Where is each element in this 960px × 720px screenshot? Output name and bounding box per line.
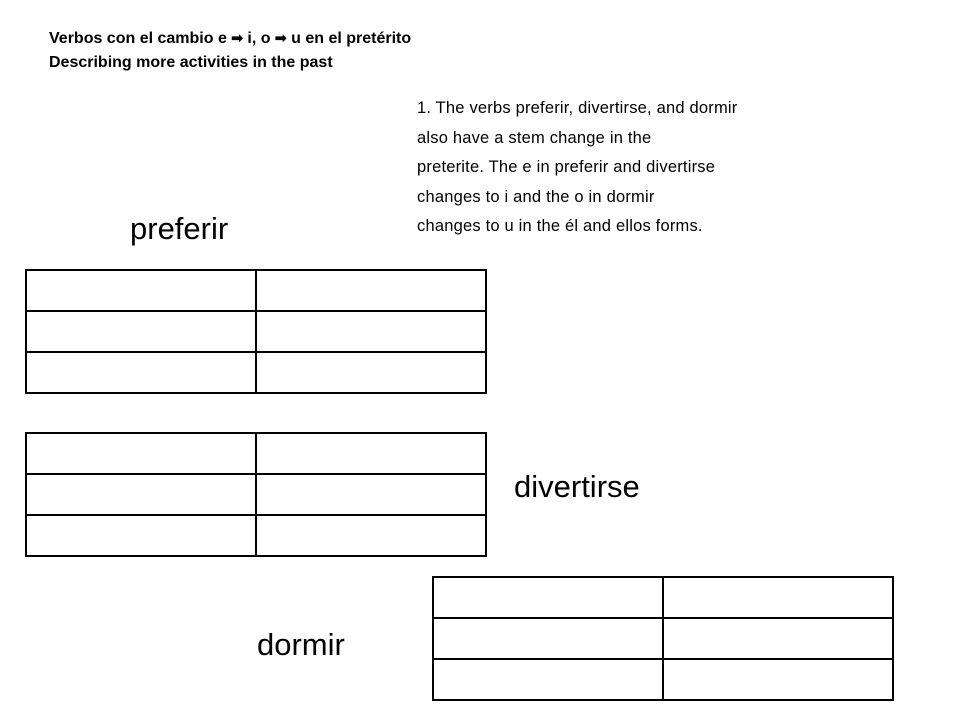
table-row xyxy=(433,577,893,618)
heading-title-part1: Verbos con el cambio e xyxy=(49,30,227,47)
explanation-line: changes to i and the o in dormir xyxy=(417,187,655,206)
table-row xyxy=(433,618,893,659)
arrow-right-icon: ➡ xyxy=(274,30,288,47)
table-cell[interactable] xyxy=(256,352,486,393)
table-row xyxy=(433,659,893,700)
heading-title-part3: u en el pretérito xyxy=(291,30,412,47)
table-cell[interactable] xyxy=(433,659,663,700)
conjugation-table-divertirse xyxy=(25,432,487,557)
heading-title xyxy=(49,27,411,51)
table-row xyxy=(26,270,486,311)
explanation-line: preterite. The e in preferir and divertirse xyxy=(417,158,716,176)
table-cell[interactable] xyxy=(663,659,893,700)
table-cell[interactable] xyxy=(26,352,256,393)
table-cell[interactable] xyxy=(256,433,486,474)
page-heading xyxy=(49,27,411,75)
explanation-line: 1. The verbs preferir, divertirse, and dormir xyxy=(417,99,738,117)
table-cell[interactable] xyxy=(256,311,486,352)
table-cell[interactable] xyxy=(26,474,256,515)
table-row xyxy=(26,352,486,393)
table-row xyxy=(26,474,486,515)
table-row xyxy=(26,311,486,352)
verb-label-dormir: dormir xyxy=(257,627,345,662)
table-cell[interactable] xyxy=(26,433,256,474)
explanation-text xyxy=(417,94,877,242)
conjugation-table-preferir xyxy=(25,269,487,394)
table-cell[interactable] xyxy=(26,270,256,311)
heading-subtitle: Describing more activities in the past xyxy=(49,54,333,71)
conjugation-table-dormir xyxy=(432,576,894,701)
table-row xyxy=(26,433,486,474)
verb-label-divertirse: divertirse xyxy=(514,469,640,504)
table-cell[interactable] xyxy=(663,618,893,659)
table-cell[interactable] xyxy=(256,515,486,556)
table-cell[interactable] xyxy=(663,577,893,618)
arrow-right-icon: ➡ xyxy=(230,30,244,47)
table-cell[interactable] xyxy=(256,474,486,515)
table-cell[interactable] xyxy=(26,515,256,556)
table-row xyxy=(26,515,486,556)
explanation-line: also have a stem change in the xyxy=(417,128,652,147)
verb-label-preferir: preferir xyxy=(130,211,229,246)
table-cell[interactable] xyxy=(256,270,486,311)
table-cell[interactable] xyxy=(433,577,663,618)
table-cell[interactable] xyxy=(433,618,663,659)
heading-title-part2: i, o xyxy=(247,30,271,47)
explanation-line: changes to u in the él and ellos forms. xyxy=(417,217,703,235)
table-cell[interactable] xyxy=(26,311,256,352)
